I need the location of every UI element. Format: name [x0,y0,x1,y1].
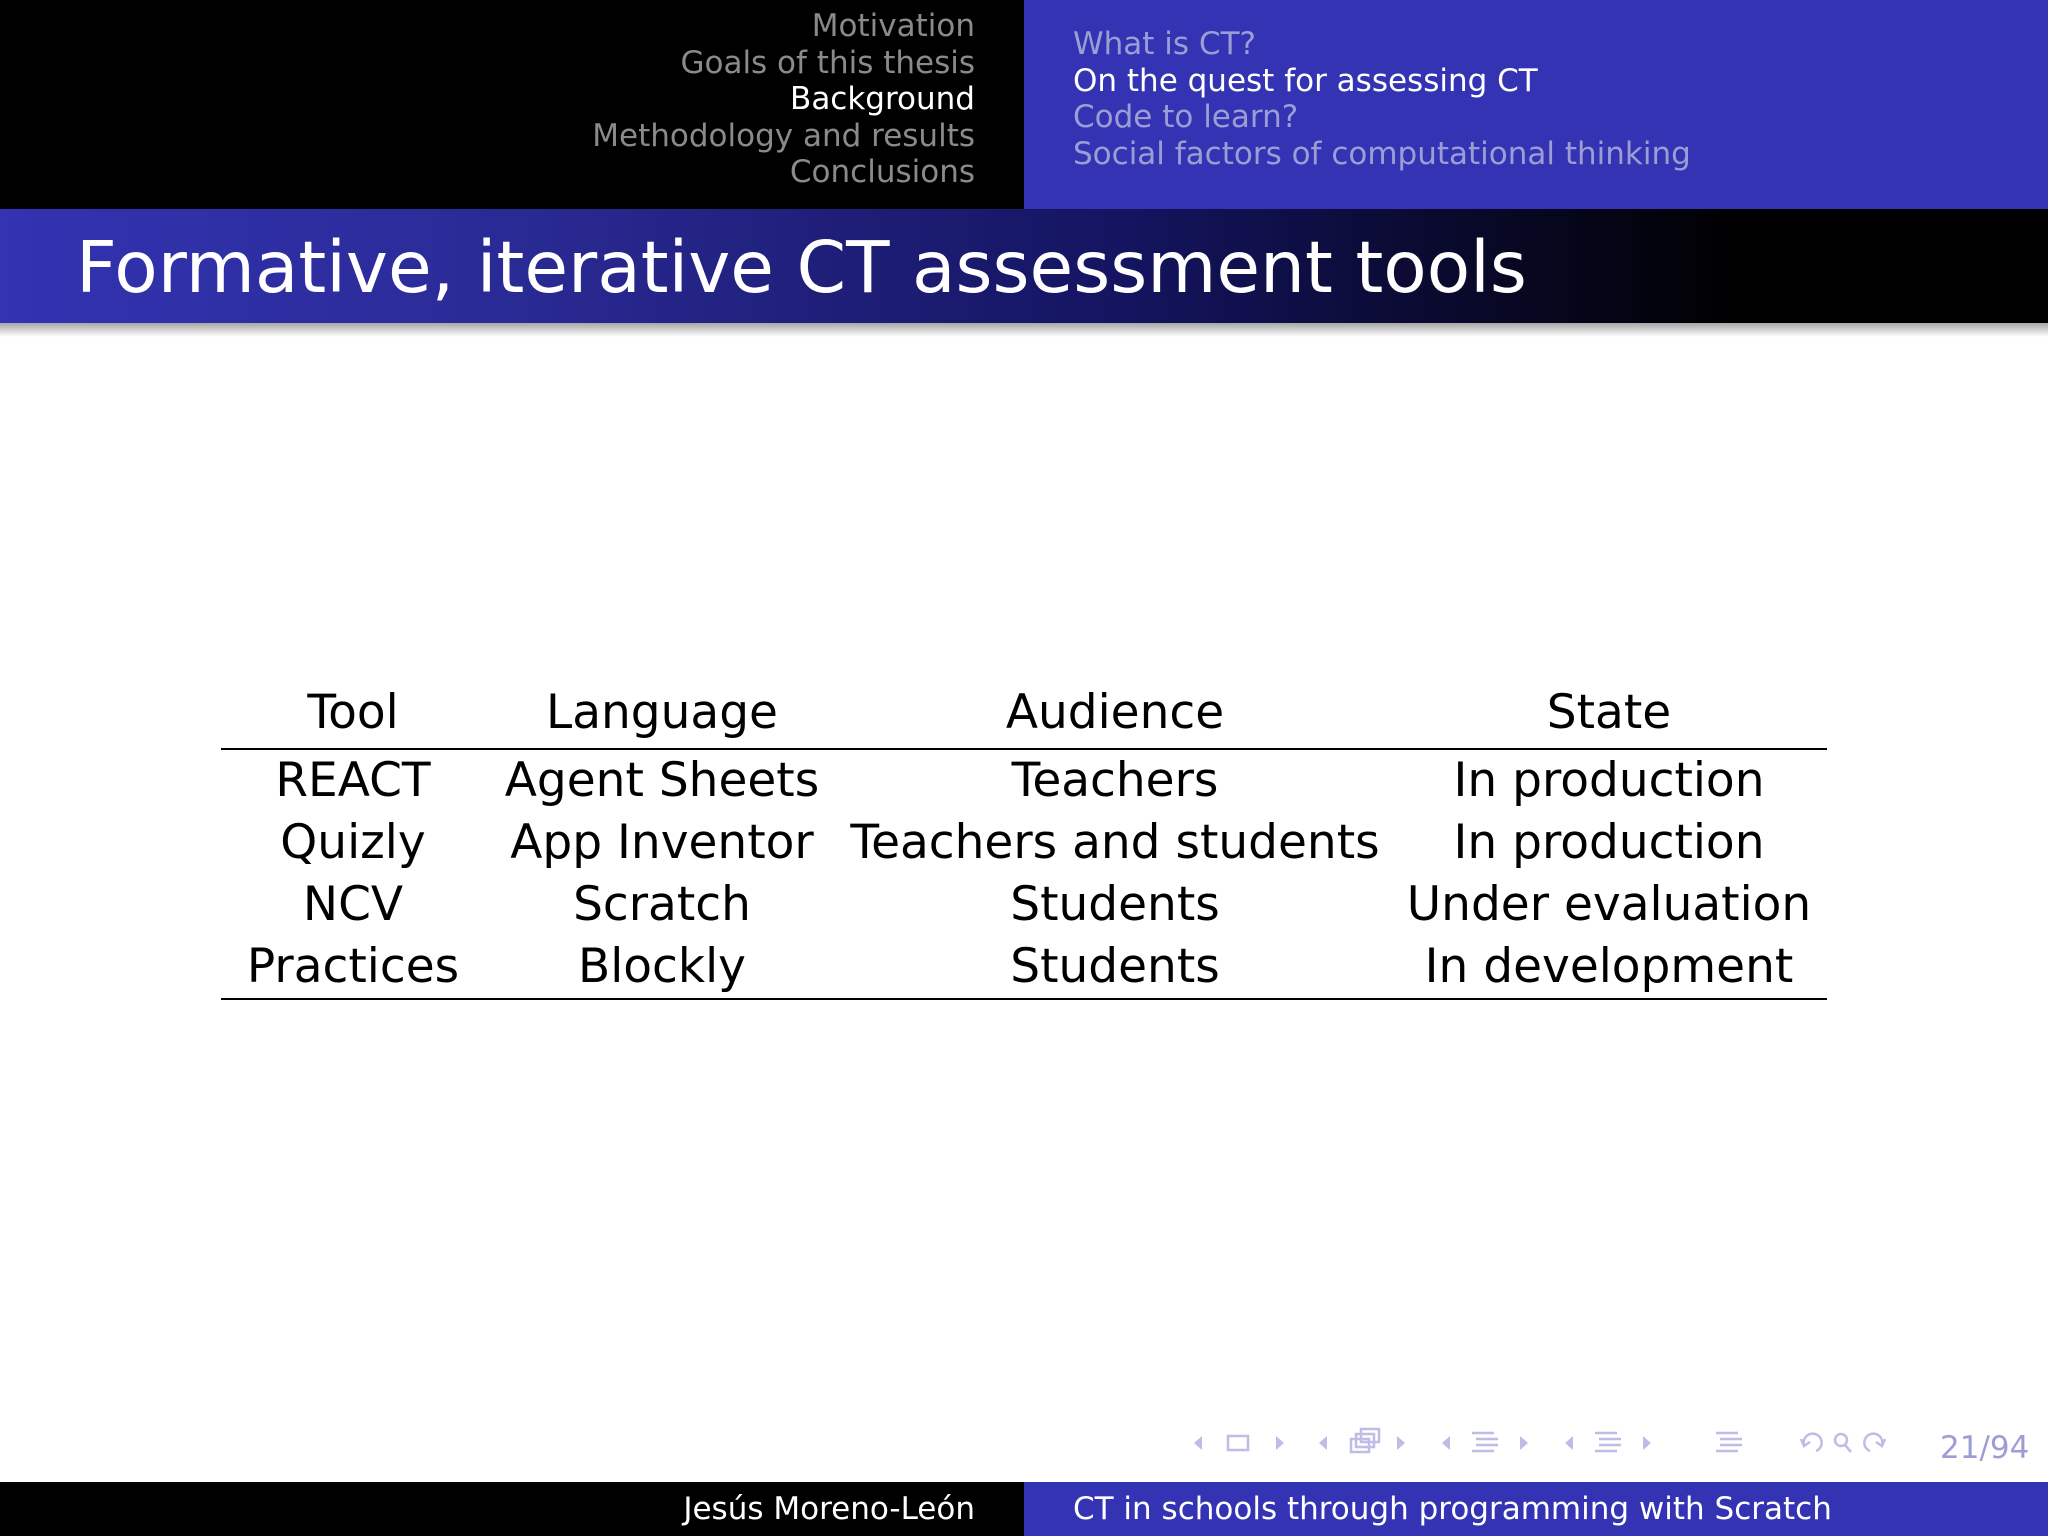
frame-title-bar [0,209,2048,323]
slide-nav-icon[interactable] [1188,1423,1298,1463]
section-item-methodology[interactable]: Methodology and results [592,117,975,154]
cell-language: Agent Sheets [504,753,820,808]
section-list [592,8,975,191]
cell-state: In development [1424,939,1794,994]
footer-short-title: CT in schools through programming with Scratch [1073,1491,1832,1527]
column-header-language: Language [546,685,778,740]
cell-audience: Students [1010,877,1220,932]
column-header-state: State [1546,685,1672,740]
table-row [221,936,1827,999]
subsection-nav-icon[interactable] [1436,1423,1536,1463]
section-item-background[interactable]: Background [790,81,975,117]
back-search-icon[interactable] [1798,1423,1888,1463]
frame-title: Formative, iterative CT assessment tools [76,226,1527,309]
section-item-conclusions[interactable]: Conclusions [789,154,975,190]
cell-tool: Quizly [280,815,426,870]
footer-title-panel [1024,1482,2048,1536]
cell-audience: Students [1010,939,1220,994]
header-sections-panel [0,0,1024,209]
frame-nav-icon[interactable] [1313,1423,1413,1463]
section-item-motivation[interactable]: Motivation [811,8,975,44]
page-number: 21/94 [1940,1430,2030,1466]
subsection-item-code-to-learn[interactable]: Code to learn? [1073,99,1299,135]
cell-audience: Teachers [1011,753,1219,808]
subsection-list [1073,26,1691,172]
column-header-audience: Audience [1005,685,1225,740]
cell-state: In production [1453,753,1765,808]
subsection-item-what-is-ct[interactable]: What is CT? [1073,26,1256,62]
cell-state: In production [1453,815,1765,870]
subsection-item-social-factors[interactable]: Social factors of computational thinking [1073,135,1691,172]
cell-state: Under evaluation [1406,877,1812,932]
section-item-goals[interactable]: Goals of this thesis [680,44,975,81]
cell-audience: Teachers and students [850,815,1380,870]
cell-language: Blockly [578,939,746,994]
table-row [221,749,1827,812]
cell-tool: Practices [246,939,460,994]
subsection-item-quest-assessing[interactable]: On the quest for assessing CT [1073,62,1538,99]
table-row [221,874,1827,936]
header-subsections-panel [1024,0,2048,209]
cell-language: App Inventor [510,815,814,870]
cell-language: Scratch [573,877,751,932]
footer-author: Jesús Moreno-León [683,1491,975,1527]
table-row [221,812,1827,874]
table-header-row [221,678,1827,749]
column-header-tool: Tool [307,685,399,740]
cell-tool: NCV [302,877,404,932]
footer-author-panel [0,1482,1024,1536]
document-nav-icon[interactable] [1708,1423,1748,1463]
navigation-symbols [1188,1423,1888,1463]
section-nav-icon[interactable] [1559,1423,1659,1463]
assessment-tools-table [221,678,1827,1000]
title-bar-shadow [0,323,2048,337]
cell-tool: REACT [275,753,431,808]
